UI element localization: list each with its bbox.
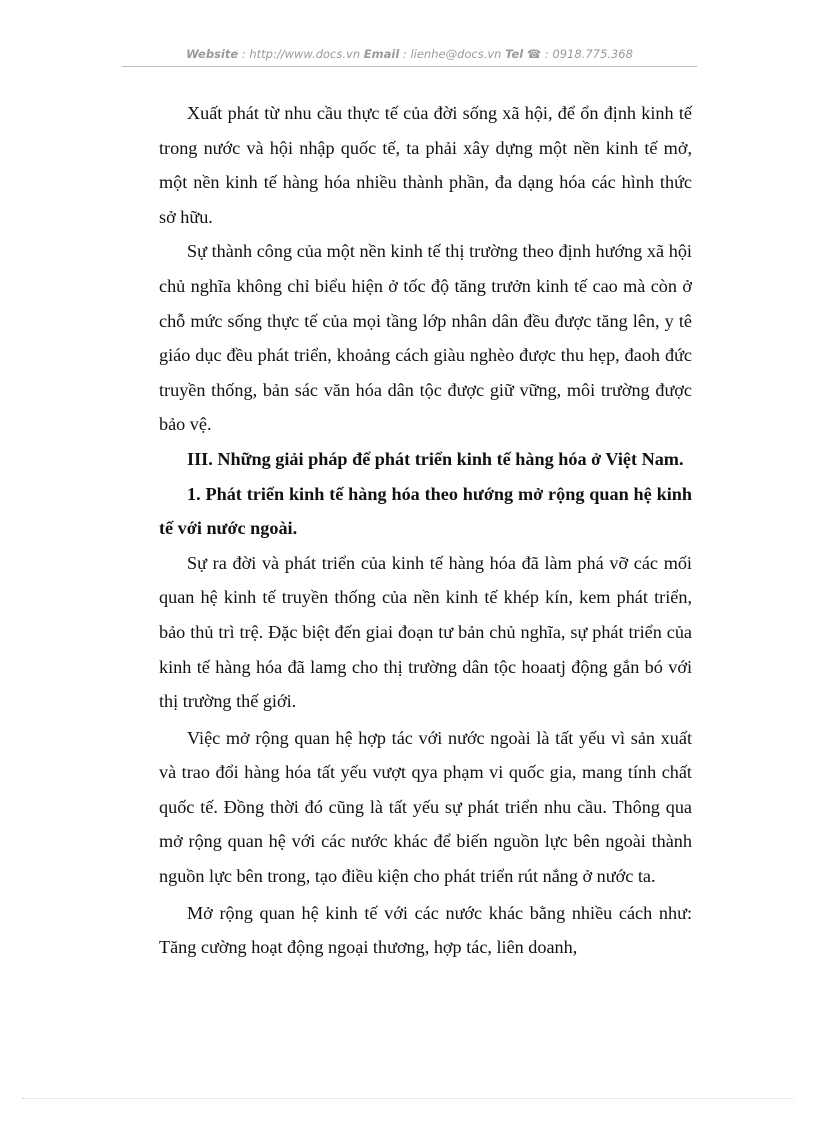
paragraph: Việc mở rộng quan hệ hợp tác với nước ngoài là tất yếu vì sản xuất và trao đổi hàng hóa tất yếu vượt qya phạm vi quốc gia, mang tính chất quốc tế. Đồng thời đó cũng là tất yếu sự phát triển nhu cầu. Thông qua mở rộng quan hệ với các nước khác để biến nguồn lực bên ngoài thành nguồn lực bên trong, tạo điều kiện cho phát triển rút nắng ở nước ta. bbox=[159, 727, 692, 887]
phone-icon: ☎ bbox=[526, 47, 542, 61]
paragraph: Xuất phát từ nhu cầu thực tế của đời sống xã hội, để ổn định kinh tế trong nước và hội nhập quốc tế, ta phải xây dựng một nền kinh tế mở, một nền kinh tế hàng hóa nhiều thành phần, đa dạng hóa các hình thức sở hữu. bbox=[159, 103, 692, 227]
tel-label: Tel bbox=[505, 47, 524, 61]
paragraph: Sự thành công của một nền kinh tế thị trường theo định hướng xã hội chủ nghĩa không chỉ biểu hiện ở tốc độ tăng trưởn kinh tế cao mà còn ở chỗ mức sống thực tế của mọi tầng lớp nhân dân đều được tăng lên, y tê giáo dục đều phát triển, khoảng cách giàu nghèo được thu hẹp, đaoh đức truyền thống, bản sác văn hóa dân tộc được giữ vững, môi trường được bảo vệ. bbox=[159, 241, 692, 435]
paragraph: Mở rộng quan hệ kinh tế với các nước khác bằng nhiều cách như: Tăng cường hoạt động ngoại thương, hợp tác, liên doanh, bbox=[159, 902, 692, 958]
paragraph: Sự ra đời và phát triển của kinh tế hàng hóa đã làm phá vỡ các mối quan hệ kinh tế truyền thống của nền kinh tế khép kín, kem phát triển, bảo thủ trì trệ. Đặc biệt đến giai đoạn tư bản chủ nghĩa, sự phát triển của kinh tế hàng hóa đã lamg cho thị trường dân tộc hoaatj động gắn bó với thị trường thế giới. bbox=[159, 552, 692, 712]
subsection-heading: 1. Phát triển kinh tế hàng hóa theo hướng mở rộng quan hệ kinh tế với nước ngoài. bbox=[159, 483, 692, 539]
email-label: Email bbox=[363, 47, 400, 61]
document-body bbox=[159, 96, 692, 965]
footer-divider bbox=[22, 1098, 794, 1099]
header-divider bbox=[122, 66, 697, 67]
section-heading: III. Những giải pháp để phát triển kinh tế hàng hóa ở Việt Nam. bbox=[187, 448, 684, 469]
email-value: : lienhe@docs.vn bbox=[399, 47, 506, 61]
website-value: : http://www.docs.vn bbox=[238, 47, 364, 61]
page-header bbox=[122, 44, 697, 64]
tel-value: : 0918.775.368 bbox=[541, 47, 633, 61]
website-label: Website bbox=[186, 47, 239, 61]
